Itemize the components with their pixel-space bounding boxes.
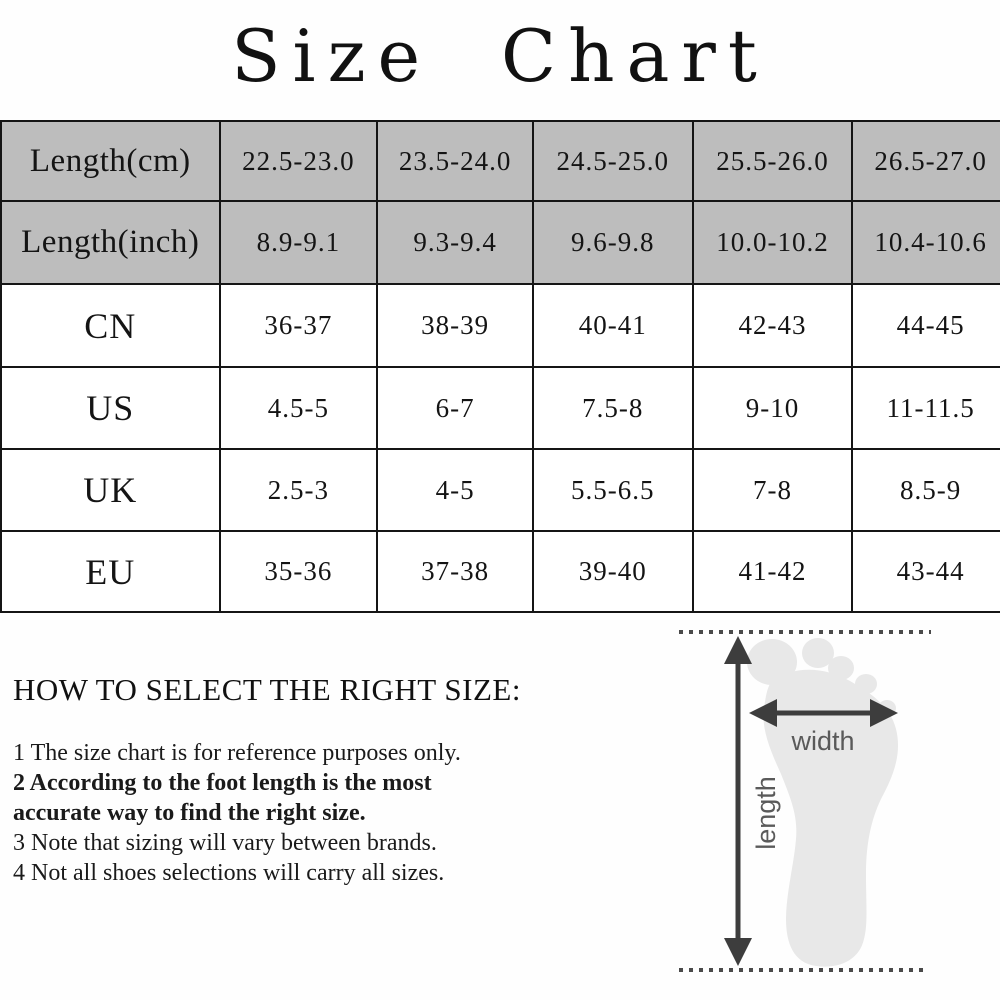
length-label: length bbox=[751, 776, 781, 850]
how-to-heading: HOW TO SELECT THE RIGHT SIZE: bbox=[13, 672, 521, 707]
table-row bbox=[2, 285, 1000, 368]
table-cell: 39-40 bbox=[534, 532, 694, 613]
table-cell: 7.5-8 bbox=[534, 368, 694, 450]
note-line-2-continued: accurate way to find the right size. bbox=[13, 800, 366, 826]
table-cell: 42-43 bbox=[694, 285, 854, 368]
foot-diagram-graphic bbox=[675, 623, 935, 978]
how-to-section bbox=[13, 672, 663, 888]
page-title: Size Chart bbox=[231, 14, 769, 98]
note-line-2: 2 According to the foot length is the most bbox=[13, 770, 432, 796]
table-cell: 4-5 bbox=[378, 450, 534, 532]
table-cell: 24.5-25.0 bbox=[534, 122, 694, 202]
note-line-4: 4 Not all shoes selections will carry all sizes. bbox=[13, 860, 445, 886]
table-cell: 2.5-3 bbox=[221, 450, 379, 532]
row-label-uk: UK bbox=[2, 450, 221, 532]
width-label: width bbox=[791, 726, 855, 756]
note-line-1: 1 The size chart is for reference purposes only. bbox=[13, 740, 461, 766]
table-cell: 6-7 bbox=[378, 368, 534, 450]
table-cell: 43-44 bbox=[853, 532, 1000, 613]
table-cell: 9.6-9.8 bbox=[534, 202, 694, 285]
foot-measurement-diagram bbox=[675, 623, 935, 978]
row-label-cn: CN bbox=[2, 285, 221, 368]
table-cell: 23.5-24.0 bbox=[378, 122, 534, 202]
table-cell: 10.4-10.6 bbox=[853, 202, 1000, 285]
table-row bbox=[2, 368, 1000, 450]
table-cell: 36-37 bbox=[221, 285, 379, 368]
table-cell: 22.5-23.0 bbox=[221, 122, 379, 202]
table-cell: 5.5-6.5 bbox=[534, 450, 694, 532]
table-cell: 8.5-9 bbox=[853, 450, 1000, 532]
table-cell: 44-45 bbox=[853, 285, 1000, 368]
table-row bbox=[2, 202, 1000, 285]
table-cell: 8.9-9.1 bbox=[221, 202, 379, 285]
length-arrow-icon bbox=[724, 636, 752, 966]
table-cell: 35-36 bbox=[221, 532, 379, 613]
row-label-length-cm: Length(cm) bbox=[2, 122, 221, 202]
table-cell: 25.5-26.0 bbox=[694, 122, 854, 202]
table-cell: 10.0-10.2 bbox=[694, 202, 854, 285]
row-label-length-inch: Length(inch) bbox=[2, 202, 221, 285]
table-row bbox=[2, 532, 1000, 613]
table-cell: 41-42 bbox=[694, 532, 854, 613]
table-cell: 11-11.5 bbox=[853, 368, 1000, 450]
table-row bbox=[2, 122, 1000, 202]
table-cell: 9.3-9.4 bbox=[378, 202, 534, 285]
table-cell: 9-10 bbox=[694, 368, 854, 450]
table-cell: 37-38 bbox=[378, 532, 534, 613]
row-label-us: US bbox=[2, 368, 221, 450]
row-label-eu: EU bbox=[2, 532, 221, 613]
table-cell: 40-41 bbox=[534, 285, 694, 368]
table-cell: 4.5-5 bbox=[221, 368, 379, 450]
size-chart-table bbox=[0, 120, 1000, 613]
table-cell: 26.5-27.0 bbox=[853, 122, 1000, 202]
note-line-3: 3 Note that sizing will vary between brands. bbox=[13, 830, 437, 856]
table-row bbox=[2, 450, 1000, 532]
table-cell: 7-8 bbox=[694, 450, 854, 532]
table-cell: 38-39 bbox=[378, 285, 534, 368]
